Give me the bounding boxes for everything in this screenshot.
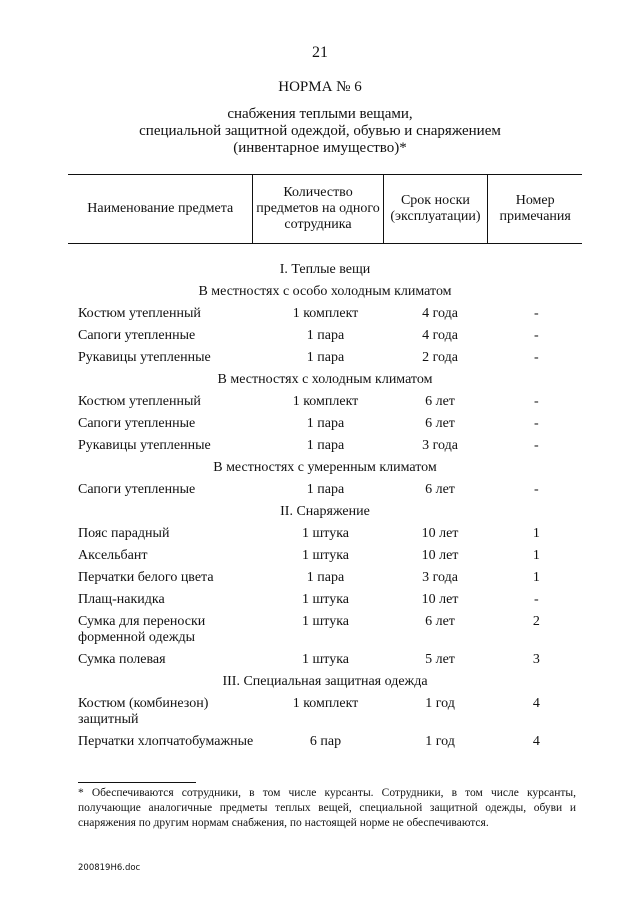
norm-title: НОРМА № 6 <box>278 79 362 95</box>
item-note-number: - <box>534 416 539 431</box>
page-number: 21 <box>312 44 328 61</box>
item-quantity: 1 пара <box>306 438 345 453</box>
item-note-number: - <box>534 482 539 497</box>
item-wear-term: 4 года <box>422 328 458 343</box>
item-note-number: 3 <box>532 652 540 667</box>
table-row <box>68 328 582 350</box>
item-wear-term: 6 лет <box>425 394 455 409</box>
item-name: Костюм (комбинезон) защитный <box>78 696 209 727</box>
item-quantity: 6 пар <box>309 734 342 749</box>
section-heading <box>68 262 582 284</box>
item-name: Костюм утепленный <box>78 306 201 321</box>
item-quantity: 1 комплект <box>292 394 359 409</box>
table-row <box>68 614 582 652</box>
item-note-number: 4 <box>532 734 540 749</box>
header-note-number: Номер примечания <box>488 175 582 244</box>
item-name: Сапоги утепленные <box>78 482 196 497</box>
table-row <box>68 482 582 504</box>
item-name: Перчатки хлопчатобумажные <box>78 734 254 749</box>
item-name: Сумка полевая <box>78 652 166 667</box>
header-item-name: Наименование предмета <box>68 175 253 244</box>
item-quantity: 1 пара <box>306 570 345 585</box>
item-name: Сапоги утепленные <box>78 416 196 431</box>
item-wear-term: 5 лет <box>425 652 455 667</box>
table-row <box>68 734 582 772</box>
item-wear-term: 10 лет <box>421 526 459 541</box>
table-row <box>68 416 582 438</box>
norm-title-block <box>0 79 640 157</box>
section-heading <box>68 504 582 526</box>
norm-subtitle-line-3: (инвентарное имущество)* <box>233 140 407 156</box>
footnote-divider <box>78 782 196 783</box>
item-wear-term: 1 год <box>425 696 455 711</box>
subsection-title: В местностях с умеренным климатом <box>213 460 437 475</box>
item-note-number: - <box>534 350 539 365</box>
item-quantity: 1 комплект <box>292 696 359 711</box>
item-note-number: - <box>534 592 539 607</box>
table-row <box>68 570 582 592</box>
item-quantity: 1 комплект <box>292 306 359 321</box>
item-name: Рукавицы утепленные <box>78 438 211 453</box>
section-title: I. Теплые вещи <box>279 262 371 277</box>
item-quantity: 1 штука <box>301 526 350 541</box>
item-name: Аксельбант <box>78 548 148 563</box>
item-note-number: 2 <box>532 614 540 629</box>
item-note-number: 1 <box>532 548 540 563</box>
item-wear-term: 3 года <box>422 438 458 453</box>
item-note-number: 4 <box>532 696 540 711</box>
subsection-title: В местностях с особо холодным климатом <box>198 284 452 299</box>
item-wear-term: 4 года <box>422 306 458 321</box>
item-wear-term: 6 лет <box>425 482 455 497</box>
table-row <box>68 438 582 460</box>
item-name: Костюм утепленный <box>78 394 201 409</box>
item-name: Плащ-накидка <box>78 592 165 607</box>
norm-subtitle-line-1: снабжения теплыми вещами, <box>227 106 413 122</box>
item-quantity: 1 штука <box>301 548 350 563</box>
norm-subtitle-line-2: специальной защитной одеждой, обувью и снаряжением <box>139 123 501 139</box>
item-note-number: - <box>534 328 539 343</box>
item-quantity: 1 штука <box>301 652 350 667</box>
item-note-number: - <box>534 438 539 453</box>
document-file-reference: 200819Н6.doc <box>78 863 141 873</box>
item-quantity: 1 пара <box>306 350 345 365</box>
subsection-heading <box>68 460 582 482</box>
item-note-number: 1 <box>532 526 540 541</box>
item-wear-term: 6 лет <box>425 614 455 629</box>
subsection-heading <box>68 372 582 394</box>
table-row <box>68 592 582 614</box>
table-row <box>68 548 582 570</box>
table-row <box>68 696 582 734</box>
item-quantity: 1 пара <box>306 482 345 497</box>
item-name: Сумка для переноски форменной одежды <box>78 614 206 645</box>
table-row <box>68 350 582 372</box>
item-note-number: 1 <box>532 570 540 585</box>
item-note-number: - <box>534 306 539 321</box>
item-name: Рукавицы утепленные <box>78 350 211 365</box>
item-wear-term: 3 года <box>422 570 458 585</box>
item-quantity: 1 пара <box>306 416 345 431</box>
section-title: II. Снаряжение <box>280 504 370 519</box>
item-name: Пояс парадный <box>78 526 170 541</box>
item-quantity: 1 штука <box>301 592 350 607</box>
item-wear-term: 6 лет <box>425 416 455 431</box>
norm-table-body <box>68 262 582 772</box>
header-wear-term: Срок носки (эксплуатации) <box>383 175 488 244</box>
item-name: Перчатки белого цвета <box>78 570 214 585</box>
item-wear-term: 1 год <box>425 734 455 749</box>
table-row <box>68 526 582 548</box>
item-quantity: 1 пара <box>306 328 345 343</box>
subsection-heading <box>68 284 582 306</box>
item-wear-term: 10 лет <box>421 592 459 607</box>
footnote: * Обеспечиваются сотрудники, в том числе курсанты. Сотрудники, в том числе курсанты, получающие аналогичные предметы теплых вещей, специальной защитной одежды, обуви и снаряжения по другим нормам снабжения, по настоящей норме не обеспечиваются. <box>78 787 576 829</box>
item-note-number: - <box>534 394 539 409</box>
item-wear-term: 10 лет <box>421 548 459 563</box>
header-quantity: Количество предметов на одного сотрудника <box>253 175 383 244</box>
subsection-title: В местностях с холодным климатом <box>217 372 433 387</box>
item-wear-term: 2 года <box>422 350 458 365</box>
section-title: III. Специальная защитная одежда <box>222 674 428 689</box>
item-name: Сапоги утепленные <box>78 328 196 343</box>
item-quantity: 1 штука <box>301 614 350 629</box>
section-heading <box>68 674 582 696</box>
table-row <box>68 394 582 416</box>
norm-table-header <box>68 174 582 244</box>
table-row <box>68 652 582 674</box>
table-row <box>68 306 582 328</box>
